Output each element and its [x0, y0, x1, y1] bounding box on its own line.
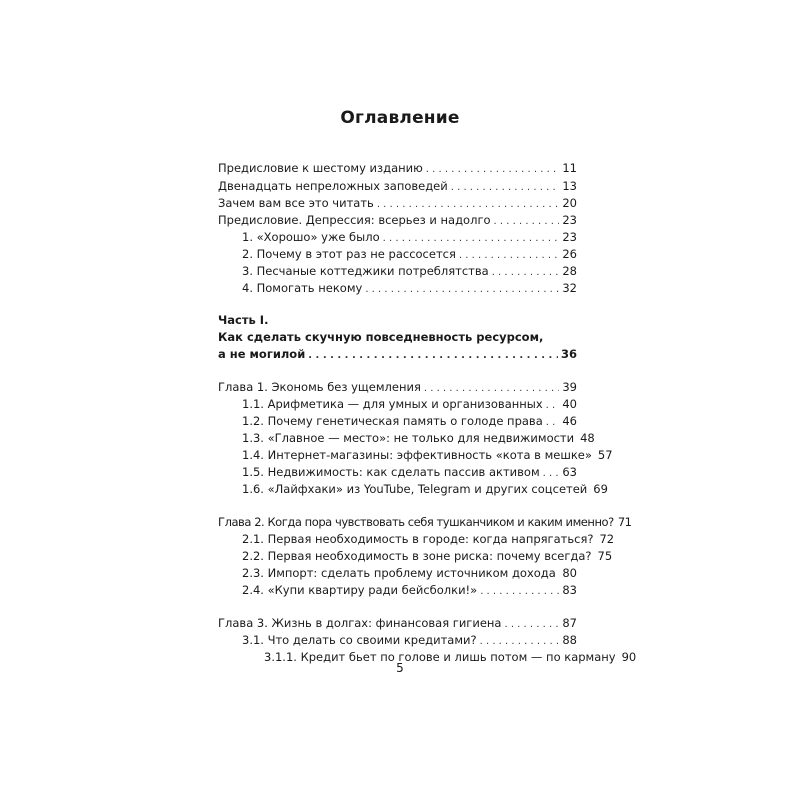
- toc-chapter-entry: [218, 380, 577, 396]
- toc-entry-label: 1.3. «Главное — место»: не только для недвижимости: [242, 431, 575, 445]
- toc-entry-label: 3. Песчаные коттеджики потреблятства: [242, 264, 489, 278]
- toc-entry: [242, 264, 577, 280]
- page-number: 5: [396, 661, 404, 675]
- toc-entry-page: 23: [562, 213, 577, 227]
- toc-entry: [242, 397, 577, 413]
- toc-entry-page: 83: [562, 583, 577, 597]
- toc-entry-label: Глава 2. Когда пора чувствовать себя тушканчиком и каким именно?: [218, 515, 614, 529]
- toc-entry: [242, 532, 615, 548]
- toc-entry-label: Глава 3. Жизнь в долгах: финансовая гигиена: [218, 616, 502, 630]
- part-title-line: Как сделать скучную повседневность ресурсом,: [218, 330, 544, 344]
- page-title: Оглавление: [340, 108, 460, 128]
- toc-entry-page: 75: [597, 549, 613, 563]
- toc-entry-page: 11: [562, 161, 577, 175]
- toc-entry: [218, 196, 577, 212]
- toc-entry-label: 1. «Хорошо» уже было: [242, 230, 380, 244]
- toc-entry-label: 2.1. Первая необходимость в городе: когда напрягаться?: [242, 532, 594, 546]
- toc-entry-label: 1.6. «Лайфхаки» из YouTube, Telegram и других соцсетей: [242, 482, 588, 496]
- toc-entry-page: 72: [599, 532, 615, 546]
- toc-entry-page: 69: [593, 482, 608, 496]
- toc-entry-page: 39: [562, 380, 577, 394]
- part-title-entry: [218, 347, 577, 363]
- toc-entry-label: Зачем вам все это читать: [218, 196, 374, 210]
- toc-entry-label: 1.1. Арифметика — для умных и организованных: [242, 397, 543, 411]
- toc-entry: [242, 633, 577, 649]
- toc-entry-page: 20: [562, 196, 577, 210]
- toc-entry-label: Предисловие к шестому изданию: [218, 161, 423, 175]
- toc-entry: [242, 566, 577, 582]
- toc-entry-page: 90: [621, 650, 637, 664]
- toc-entry-label: 2.4. «Купи квартиру ради бейсболки!»: [242, 583, 478, 597]
- toc-entry-page: 63: [562, 465, 577, 479]
- toc-entry-page: 23: [562, 230, 577, 244]
- toc-entry: [242, 482, 608, 498]
- toc-entry-label: 1.4. Интернет-магазины: эффективность «кота в мешке»: [242, 448, 592, 462]
- toc-entry: [218, 179, 577, 195]
- toc-entry-label: Двенадцать непреложных заповедей: [218, 179, 448, 193]
- part-heading: Часть I.: [218, 313, 269, 327]
- toc-entry-page: 80: [562, 566, 577, 580]
- toc-entry-page: 32: [562, 281, 577, 295]
- toc-entry-page: 26: [562, 247, 577, 261]
- toc-entry-label: 3.1.1. Кредит бьет по голове и лишь потом — по карману: [264, 650, 616, 664]
- toc-entry: [218, 213, 577, 229]
- toc-entry-label: 2.3. Импорт: сделать проблему источником дохода: [242, 566, 556, 580]
- toc-entry-label: а не могилой: [218, 347, 306, 361]
- toc-entry-page: 87: [562, 616, 577, 630]
- toc-entry-label: 2. Почему в этот раз не рассосется: [242, 247, 456, 261]
- toc-entry-page: 48: [580, 431, 595, 445]
- toc-entry: [242, 431, 595, 447]
- toc-entry-label: 3.1. Что делать со своими кредитами?: [242, 633, 477, 647]
- toc-entry: [242, 448, 613, 464]
- toc-chapter-entry: [218, 515, 632, 531]
- toc-entry: [218, 161, 577, 177]
- toc-entry-page: 40: [562, 397, 577, 411]
- toc-entry-page: 71: [617, 515, 632, 529]
- toc-entry-label: 2.2. Первая необходимость в зоне риска: почему всегда?: [242, 549, 592, 563]
- toc-entry-page: 88: [562, 633, 577, 647]
- toc-entry-label: Предисловие. Депрессия: всерьез и надолго: [218, 213, 491, 227]
- toc-entry-page: 13: [562, 179, 577, 193]
- toc-entry-page: 36: [560, 347, 577, 361]
- toc-entry-page: 46: [562, 414, 577, 428]
- toc-entry: [242, 281, 577, 297]
- toc-entry: [242, 230, 577, 246]
- toc-entry: [242, 549, 613, 565]
- toc-entry: [242, 247, 577, 263]
- toc-entry: [242, 465, 577, 481]
- toc-chapter-entry: [218, 616, 577, 632]
- toc-entry-label: 4. Помогать некому: [242, 281, 363, 295]
- toc-entry-label: 1.2. Почему генетическая память о голоде права: [242, 414, 543, 428]
- toc-entry: [242, 583, 577, 599]
- toc-entry-label: Глава 1. Экономь без ущемления: [218, 380, 421, 394]
- toc-entry-label: 1.5. Недвижимость: как сделать пассив активом: [242, 465, 540, 479]
- toc-entry-page: 28: [562, 264, 577, 278]
- toc-entry: [242, 414, 577, 430]
- toc-entry-page: 57: [597, 448, 613, 462]
